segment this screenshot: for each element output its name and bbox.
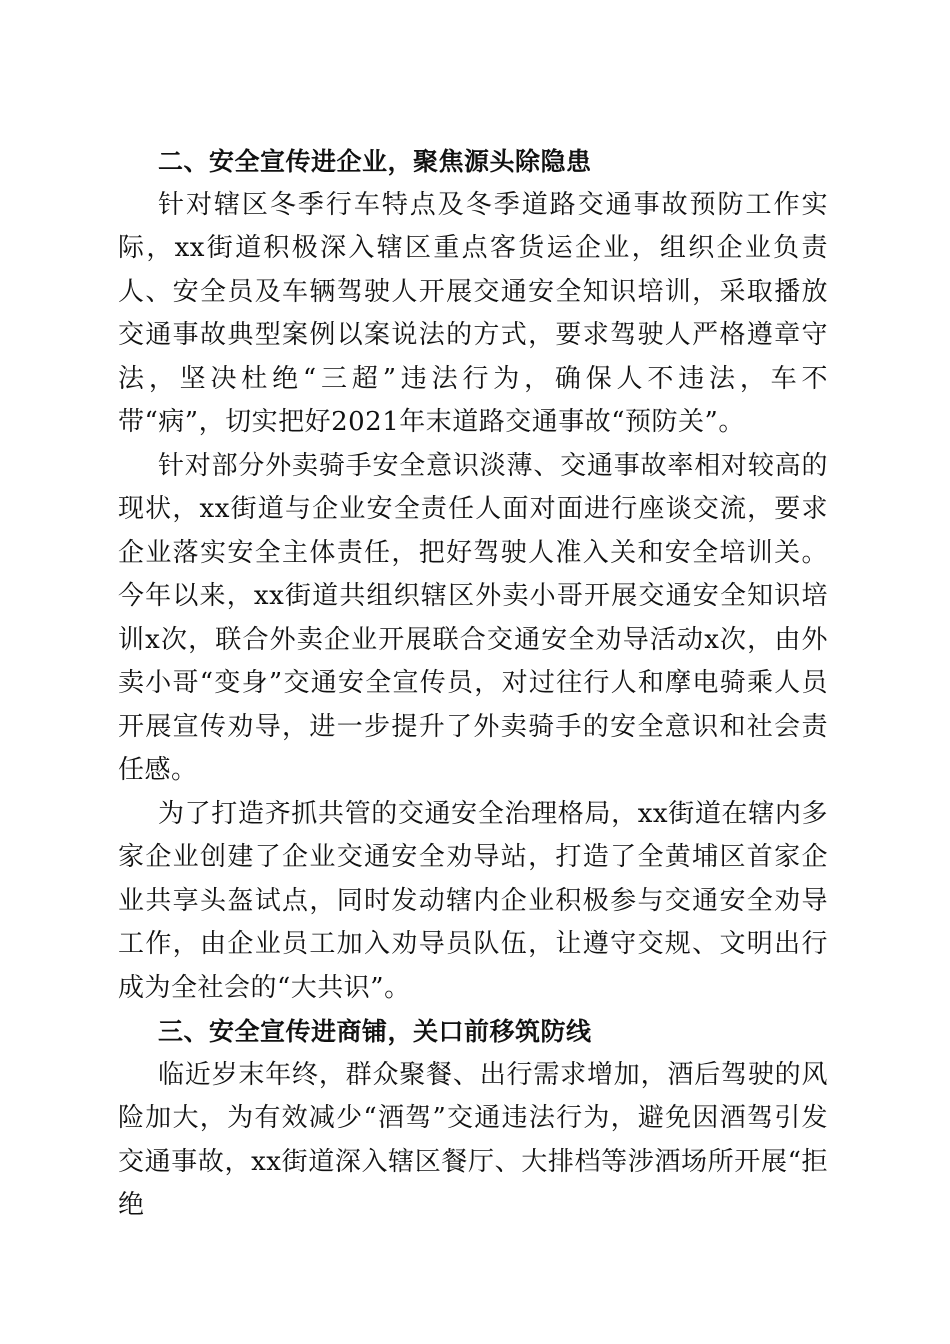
section-heading-3: 三、安全宣传进商铺，关口前移筑防线	[158, 1017, 592, 1046]
paragraph: 针对部分外卖骑手安全意识淡薄、交通事故率相对较高的现状，xx街道与企业安全责任人面对面进行座谈交流，要求企业落实安全主体责任，把好驾驶人准入关和安全培训关。今年以来，xx街道共组织辖区外卖小哥开展交通安全知识培训x次，联合外卖企业开展联合交通安全劝导活动x次，由外卖小哥“变身”交通安全宣传员，对过往行人和摩电骑乘人员开展宣传劝导，进一步提升了外卖骑手的安全意识和社会责任感。	[118, 450, 828, 785]
section-heading-2: 二、安全宣传进企业，聚焦源头除隐患	[158, 147, 592, 176]
paragraph: 为了打造齐抓共管的交通安全治理格局，xx街道在辖内多家企业创建了企业交通安全劝导站，打造了全黄埔区首家企业共享头盔试点，同时发动辖内企业积极参与交通安全劝导工作，由企业员工加入劝导员队伍，让遵守交规、文明出行成为全社会的“大共识”。	[118, 798, 828, 1003]
paragraph: 临近岁末年终，群众聚餐、出行需求增加，酒后驾驶的风险加大，为有效减少“酒驾”交通违法行为，避免因酒驾引发交通事故，xx街道深入辖区餐厅、大排档等涉酒场所开展“拒绝	[118, 1059, 828, 1220]
document-body	[118, 140, 828, 1228]
paragraph: 针对辖区冬季行车特点及冬季道路交通事故预防工作实际，xx街道积极深入辖区重点客货运企业，组织企业负责人、安全员及车辆驾驶人开展交通安全知识培训，采取播放交通事故典型案例以案说法的方式，要求驾驶人严格遵章守法，坚决杜绝“三超”违法行为，确保人不违法，车不带“病”，切实把好2021年末道路交通事故“预防关”。	[118, 189, 828, 437]
